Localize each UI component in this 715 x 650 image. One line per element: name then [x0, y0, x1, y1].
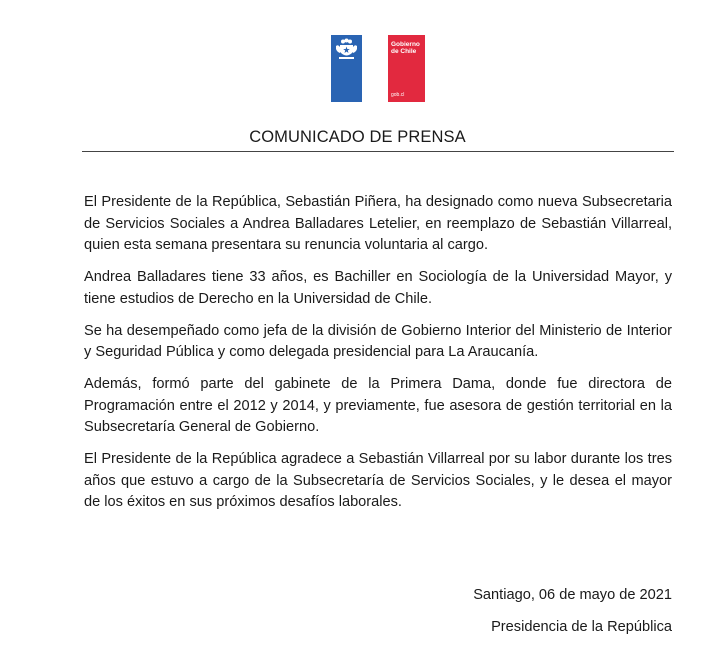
logo-brand-text	[391, 41, 425, 55]
paragraph: Andrea Balladares tiene 33 años, es Bachiller en Sociología de la Universidad Mayor, y tiene estudios de Derecho en la Universidad de Chile.	[84, 269, 672, 307]
paragraph: Se ha desempeñado como jefa de la división de Gobierno Interior del Ministerio de Interior y Seguridad Pública y como delegada presidencial para La Araucanía.	[84, 322, 672, 360]
place-date: Santiago, 06 de mayo de 2021	[473, 587, 672, 603]
coat-of-arms-icon	[334, 37, 359, 61]
document-title: COMUNICADO DE PRENSA	[249, 128, 466, 146]
logo-brand-line-2: de Chile	[391, 48, 417, 55]
paragraph: El Presidente de la República agradece a Sebastián Villarreal por su labor durante los tres años que estuvo a cargo de la Subsecretaría de Servicios Sociales, y le desea el mayor de los éxitos en sus próximos desafíos laborales.	[84, 451, 672, 510]
logo-red-panel	[388, 35, 425, 102]
logo-url: gob.cl	[391, 92, 405, 98]
logo-blue-panel	[331, 35, 362, 102]
paragraph: Además, formó parte del gabinete de la Primera Dama, donde fue directora de Programación entre el 2012 y 2014, y previamente, fue asesora de gestión territorial en la Subsecretaría General de Gobierno.	[84, 376, 672, 435]
document-body	[84, 192, 672, 524]
paragraph: El Presidente de la República, Sebastián Piñera, ha designado como nueva Subsecretaria de Servicios Sociales a Andrea Balladares Letelier, en reemplazo de Sebastián Villarreal, quien esta semana presentara su renuncia voluntaria al cargo.	[84, 194, 672, 253]
title-divider	[82, 151, 674, 152]
signature: Presidencia de la República	[491, 619, 672, 635]
gobierno-de-chile-logo	[331, 35, 425, 102]
logo-brand-line-1: Gobierno	[391, 41, 420, 48]
